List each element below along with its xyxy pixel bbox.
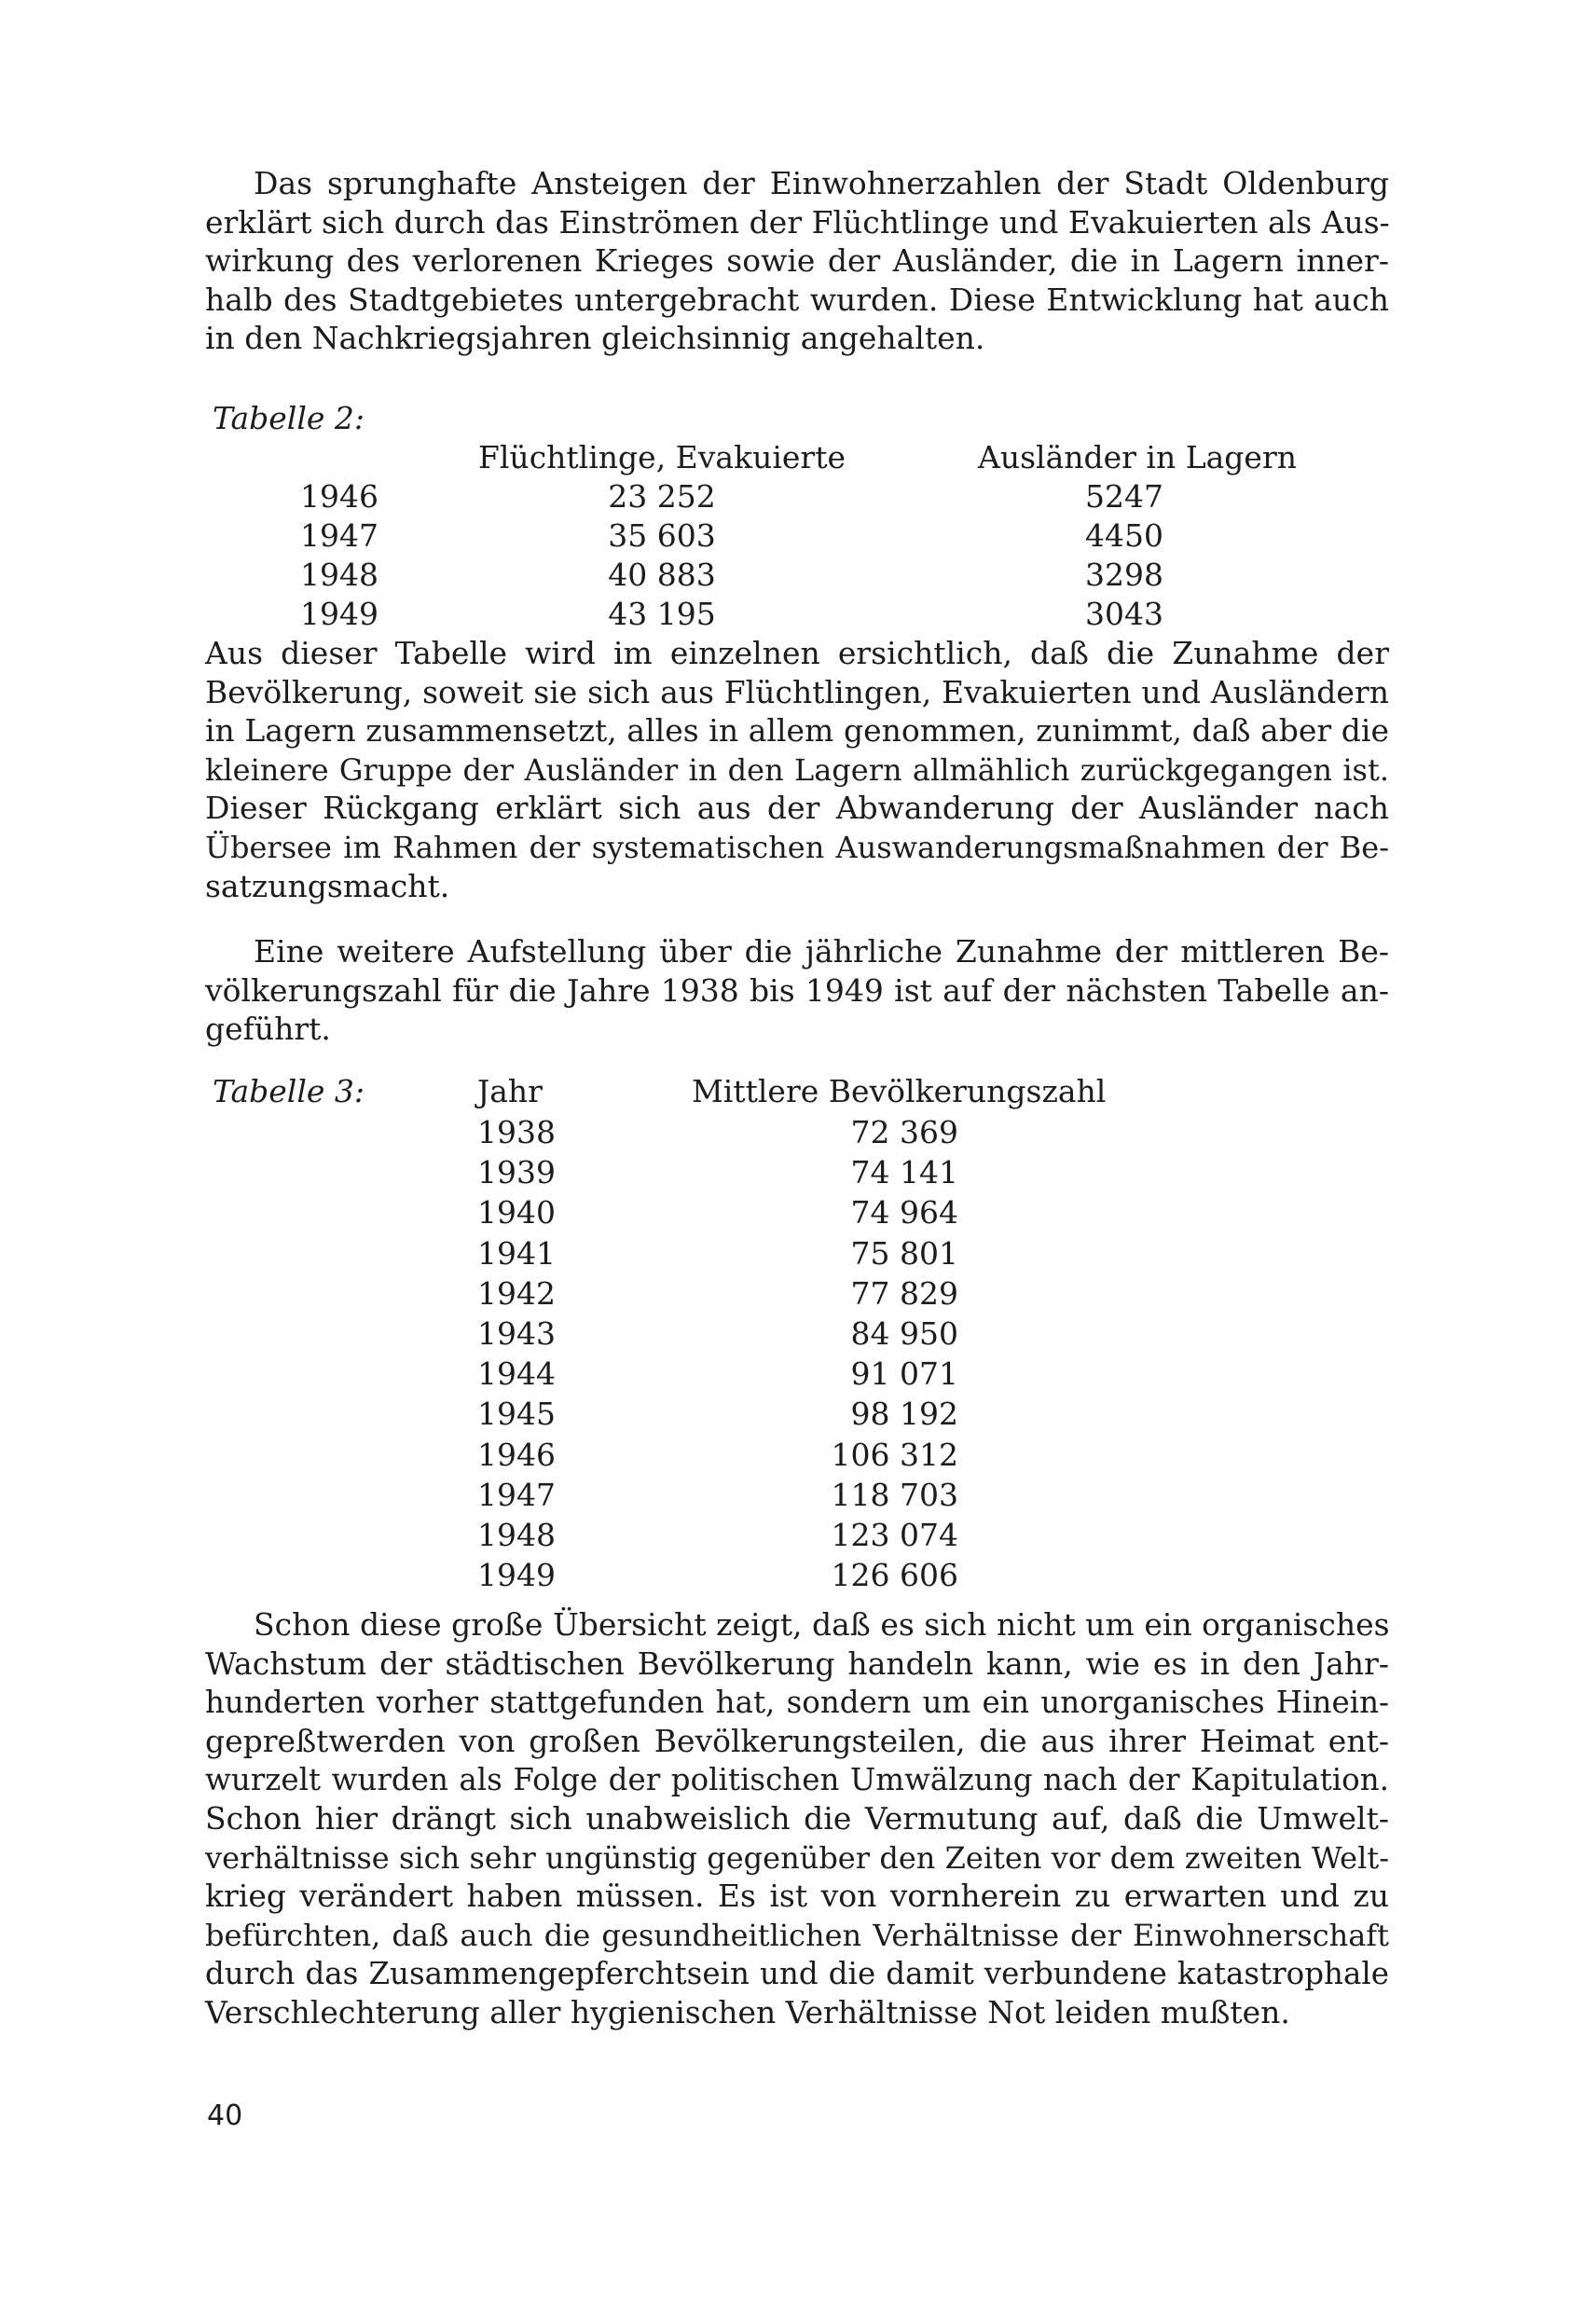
table3-population-value: 123 074 [831, 1517, 958, 1553]
table3-year: 1949 [477, 1557, 556, 1594]
table2-explanation-line: kleinere Gruppe der Ausländer in den Lagern allmählich zurückgegangen ist. [205, 751, 1389, 788]
table2-label: Tabelle 2: [213, 400, 365, 436]
table2-foreigners-value: 3298 [1085, 557, 1163, 593]
table3-population-value: 118 703 [831, 1476, 958, 1513]
table2-refugees-value: 35 603 [608, 517, 716, 554]
conclusion-line: Wachstum der städtischen Bevölkerung handeln kann, wie es in den Jahr- [205, 1645, 1389, 1682]
table3-year: 1945 [477, 1396, 556, 1433]
table3-population-value: 74 141 [850, 1154, 958, 1191]
table2-explanation-line: Übersee im Rahmen der systematischen Auswanderungsmaßnahmen der Be- [205, 830, 1389, 865]
table3-year: 1943 [477, 1315, 556, 1352]
conclusion-line: verhältnisse sich sehr ungünstig gegenüber den Zeiten vor dem zweiten Welt- [205, 1839, 1389, 1876]
table2-foreigners-value: 3043 [1085, 596, 1163, 632]
table2-foreigners-value: 5247 [1085, 478, 1163, 515]
table2-explanation-line: Dieser Rückgang erklärt sich aus der Abwanderung der Ausländer nach [205, 790, 1389, 827]
table3-population-value: 106 312 [831, 1436, 958, 1473]
table2-year: 1948 [300, 557, 378, 593]
table3-label: Tabelle 3: [213, 1073, 365, 1109]
conclusion-line: krieg verändert haben müssen. Es ist von vornherein zu erwarten und zu [205, 1878, 1389, 1915]
intro-line: wirkung des verlorenen Krieges sowie der Ausländer, die in Lagern inner- [205, 242, 1389, 280]
table2-explanation-line: Aus dieser Tabelle wird im einzelnen ersichtlich, daß die Zunahme der [205, 635, 1389, 671]
table2-year: 1949 [300, 596, 378, 632]
table2-year: 1947 [300, 517, 378, 554]
table2-refugees-value: 40 883 [608, 557, 716, 593]
table2-explanation-line: satzungsmacht. [205, 867, 450, 904]
table3-population-value: 75 801 [850, 1234, 958, 1272]
table3-year: 1947 [477, 1476, 556, 1513]
conclusion-line: wurzelt wurden als Folge der politischen Umwälzung nach der Kapitulation. [205, 1762, 1389, 1798]
table3-population-value: 84 950 [850, 1315, 958, 1352]
page-number: 40 [207, 2099, 243, 2132]
table3-year: 1939 [477, 1154, 556, 1191]
table3-intro-line: völkerungszahl für die Jahre 1938 bis 1949 ist auf der nächsten Tabelle an- [205, 971, 1389, 1009]
table2-year: 1946 [300, 478, 378, 515]
table3-population-value: 91 071 [850, 1356, 958, 1393]
table3-header-population: Mittlere Bevölkerungszahl [692, 1073, 1107, 1109]
intro-line: Das sprunghafte Ansteigen der Einwohnerzahlen der Stadt Oldenburg [254, 165, 1389, 201]
table3-year: 1946 [477, 1436, 556, 1473]
table3-year: 1944 [477, 1356, 556, 1393]
table2-foreigners-value: 4450 [1085, 517, 1163, 554]
table3-year: 1942 [477, 1274, 556, 1312]
table2-header-foreigners: Ausländer in Lagern [978, 439, 1297, 475]
table2-refugees-value: 23 252 [608, 478, 716, 515]
table3-header-year: Jahr [477, 1073, 543, 1109]
table3-population-value: 77 829 [850, 1274, 958, 1312]
table2-explanation-line: in Lagern zusammensetzt, alles in allem genommen, zunimmt, daß aber die [205, 712, 1389, 750]
table3-intro-line: Eine weitere Aufstellung über die jährliche Zunahme der mittleren Be- [254, 933, 1389, 970]
intro-line: in den Nachkriegsjahren gleichsinnig angehalten. [205, 320, 985, 357]
conclusion-line: Schon diese große Übersicht zeigt, daß es sich nicht um ein organisches [254, 1606, 1390, 1643]
table3-year: 1948 [477, 1517, 556, 1553]
table3-population-value: 72 369 [850, 1114, 958, 1150]
table3-intro-line: geführt. [205, 1011, 331, 1048]
table3-population-value: 98 192 [850, 1396, 958, 1433]
table2-header-refugees: Flüchtlinge, Evakuierte [477, 439, 846, 475]
table3-year: 1938 [477, 1114, 556, 1150]
conclusion-line: durch das Zusammengepferchtsein und die damit verbundene katastrophale [205, 1956, 1389, 1992]
conclusion-line: gepreßtwerden von großen Bevölkerungsteilen, die aus ihrer Heimat ent- [205, 1722, 1389, 1759]
intro-line: erklärt sich durch das Einströmen der Flüchtlinge und Evakuierten als Aus- [205, 203, 1390, 241]
conclusion-line: befürchten, daß auch die gesundheitlichen Verhältnisse der Einwohnerschaft [205, 1917, 1389, 1953]
table2-refugees-value: 43 195 [608, 596, 716, 632]
table2-explanation-line: Bevölkerung, soweit sie sich aus Flüchtlingen, Evakuierten und Ausländern [205, 673, 1389, 710]
table3-population-value: 74 964 [850, 1194, 958, 1232]
intro-line: halb des Stadtgebietes untergebracht wurden. Diese Entwicklung hat auch [205, 281, 1389, 318]
table3-year: 1941 [477, 1234, 556, 1272]
conclusion-line: Schon hier drängt sich unabweislich die Vermutung auf, daß die Umwelt- [205, 1800, 1389, 1837]
conclusion-line: Verschlechterung aller hygienischen Verhältnisse Not leiden mußten. [205, 1994, 1290, 2030]
conclusion-line: hunderten vorher stattgefunden hat, sondern um ein unorganisches Hinein- [205, 1685, 1389, 1721]
table3-year: 1940 [477, 1194, 556, 1232]
table3-population-value: 126 606 [831, 1557, 958, 1594]
